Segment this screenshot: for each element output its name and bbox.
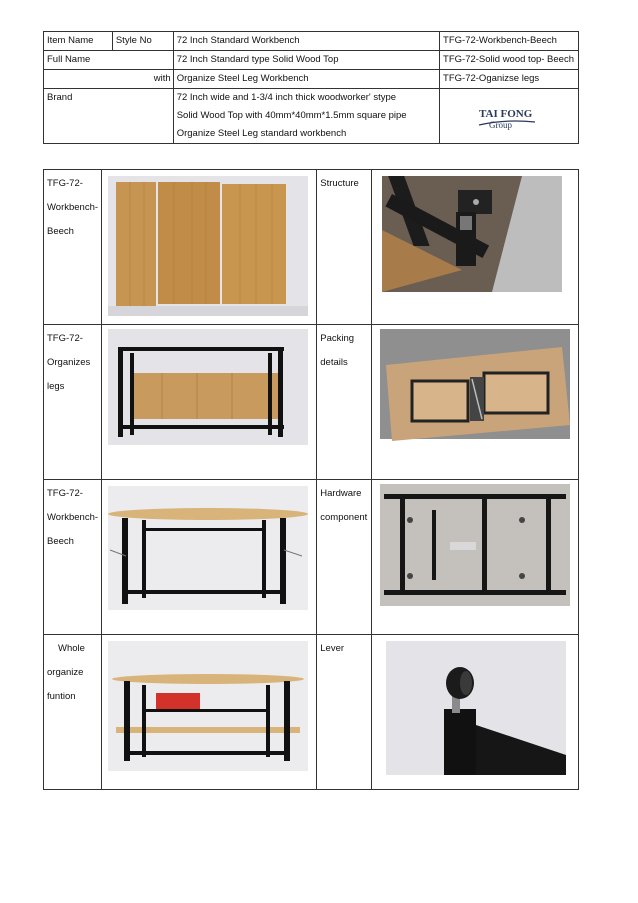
with-code: TFG-72-Oganizse legs (440, 70, 579, 89)
style-no-label: Style No (112, 32, 173, 51)
photo-row (44, 480, 579, 635)
spec-row-item (44, 32, 579, 51)
photo-cell (371, 635, 578, 790)
item-name-label: Item Name (44, 32, 113, 51)
spec-row-brand (44, 89, 579, 144)
photo-structure (372, 170, 578, 323)
logo-text-bottom: Group (489, 120, 513, 130)
photo-cell (102, 635, 317, 790)
item-name-value: 72 Inch Standard Workbench (173, 32, 439, 51)
brand-logo-cell (440, 89, 579, 144)
photo-workbench-beech (102, 480, 316, 633)
photo-cell (102, 325, 317, 480)
photo-hardware-component (372, 480, 578, 633)
label-line: Beech (47, 536, 74, 547)
with-label: with (44, 70, 174, 89)
label-line: Organizes (47, 357, 91, 368)
label-line: Workbench- (47, 512, 99, 523)
brand-line-1: 72 Inch wide and 1-3/4 inch thick woodworker' stype (176, 92, 397, 103)
label-line: Structure (320, 178, 359, 189)
row-label-left (44, 635, 102, 790)
photo-cell (102, 170, 317, 325)
label-line: Beech (47, 226, 74, 237)
photo-cell (371, 325, 578, 480)
photo-wood-tops (102, 170, 316, 323)
label-line: Workbench- (47, 202, 99, 213)
photo-organize-legs (102, 325, 316, 478)
photo-row (44, 635, 579, 790)
photo-row (44, 170, 579, 325)
full-name-value: 72 Inch Standard type Solid Wood Top (173, 51, 439, 70)
full-name-label: Full Name (44, 51, 174, 70)
photo-cell (371, 480, 578, 635)
row-label-right (317, 480, 372, 635)
label-line: Whole (58, 643, 85, 654)
label-line: organize (47, 667, 84, 678)
row-label-left (44, 170, 102, 325)
label-line: Packing (320, 333, 355, 344)
row-label-left (44, 325, 102, 480)
spec-row-full-name (44, 51, 579, 70)
spec-table (43, 31, 579, 144)
tai-fong-logo (475, 95, 555, 139)
brand-label: Brand (44, 89, 174, 144)
photo-lever (372, 635, 578, 788)
style-no-value: TFG-72-Workbench-Beech (440, 32, 579, 51)
label-line: TFG-72- (47, 333, 83, 344)
label-line: TFG-72- (47, 488, 83, 499)
label-line: Lever (320, 643, 345, 654)
photo-table (43, 169, 579, 790)
label-line: funtion (47, 691, 76, 702)
brand-description (173, 89, 439, 144)
photo-row (44, 325, 579, 480)
brand-line-2: Solid Wood Top with 40mm*40mm*1.5mm square pipe (176, 110, 407, 121)
label-line: legs (47, 381, 65, 392)
row-label-left (44, 480, 102, 635)
label-line: component (320, 512, 368, 523)
photo-whole-organize (102, 635, 316, 788)
with-value: Organize Steel Leg Workbench (173, 70, 439, 89)
logo-text-top: TAI FONG (479, 108, 533, 120)
row-label-right (317, 170, 372, 325)
spec-row-with (44, 70, 579, 89)
photo-packing-details (372, 325, 578, 478)
row-label-right (317, 325, 372, 480)
row-label-right (317, 635, 372, 790)
full-name-code: TFG-72-Solid wood top- Beech (440, 51, 579, 70)
label-line: TFG-72- (47, 178, 83, 189)
label-line: Hardware (320, 488, 362, 499)
photo-cell (371, 170, 578, 325)
label-line: details (320, 357, 348, 368)
brand-line-3: Organize Steel Leg standard workbench (176, 128, 347, 139)
photo-cell (102, 480, 317, 635)
